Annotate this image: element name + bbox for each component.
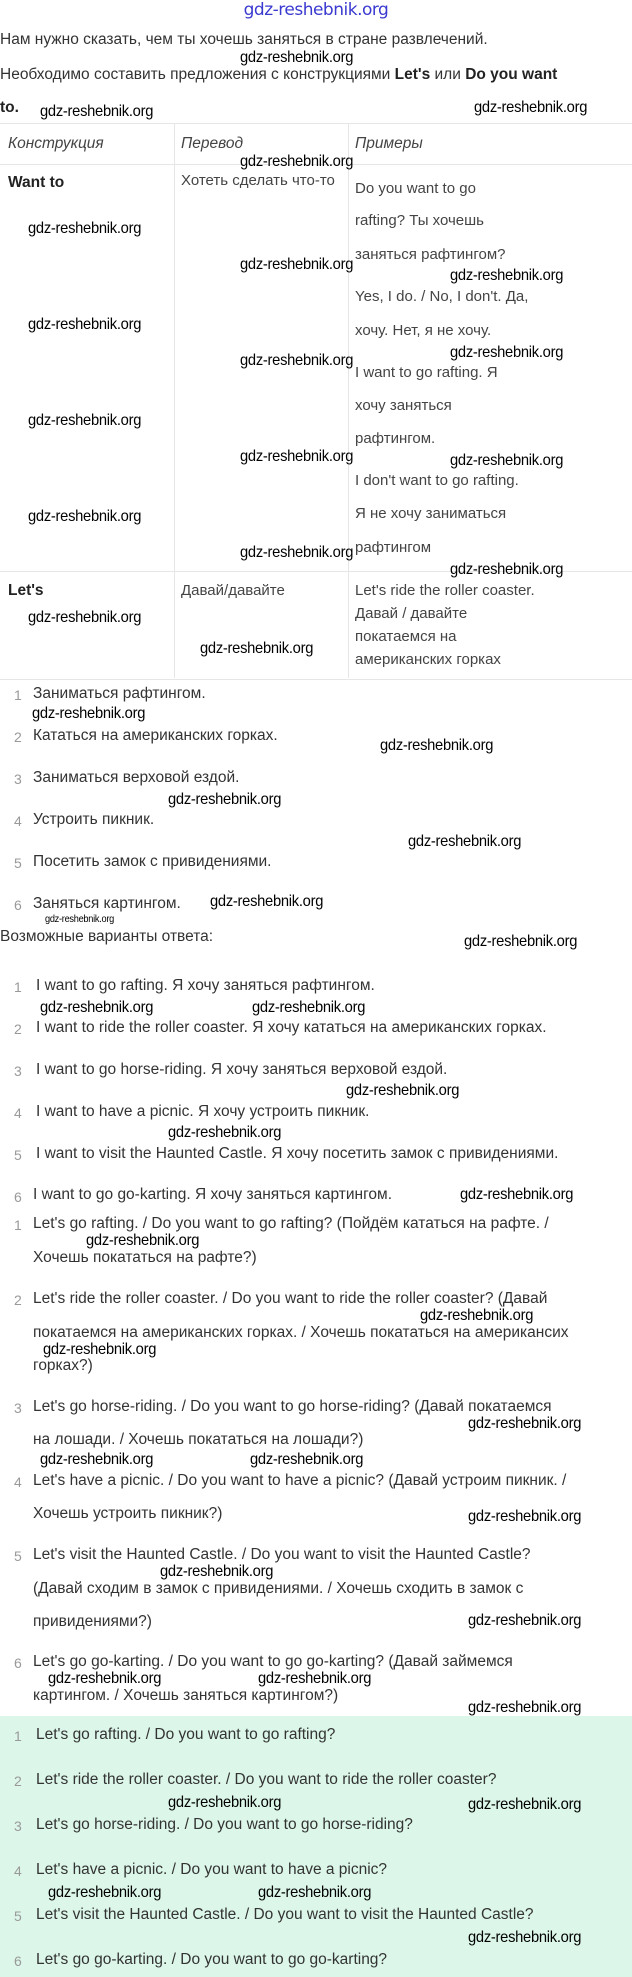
watermark: gdz-reshebnik.org — [258, 1670, 372, 1687]
intro-line-2 — [0, 66, 557, 84]
item-number: 3 — [14, 1400, 22, 1416]
item-number: 4 — [14, 1863, 22, 1879]
example-line: Yes, I do. / No, I don't. Да, — [355, 288, 529, 305]
example-line: Do you want to go — [355, 180, 476, 197]
list-item: Let's visit the Haunted Castle. / Do you want to visit the Haunted Castle? — [36, 1906, 534, 1923]
item-number: 2 — [14, 1292, 22, 1308]
list-item: Заниматься рафтингом. — [33, 685, 206, 702]
watermark: gdz-reshebnik.org — [258, 1884, 372, 1901]
construction-label: Let's — [8, 582, 44, 599]
intro-text: Необходимо составить предложения с конструкциями — [0, 66, 395, 83]
list-item: Let's have a picnic. / Do you want to have a picnic? — [36, 1861, 388, 1878]
watermark: gdz-reshebnik.org — [240, 153, 354, 170]
watermark: gdz-reshebnik.org — [450, 452, 564, 469]
list-item-line: Let's have a picnic. / Do you want to have a picnic? (Давай устроим пикник. / — [33, 1472, 567, 1489]
item-number: 4 — [14, 1474, 22, 1490]
watermark: gdz-reshebnik.org — [450, 344, 564, 361]
list-item: I want to go go-karting. Я хочу заняться картингом. — [33, 1186, 393, 1203]
watermark: gdz-reshebnik.org — [168, 1124, 282, 1141]
construction-lets — [8, 582, 44, 600]
watermark: gdz-reshebnik.org — [240, 49, 354, 66]
watermark: gdz-reshebnik.org — [250, 1451, 364, 1468]
item-number: 2 — [14, 729, 22, 745]
header-construction: Конструкция — [8, 135, 104, 152]
intro-line-1: Нам нужно сказать, чем ты хочешь заняться в стране развлечений. — [0, 31, 488, 48]
watermark: gdz-reshebnik.org — [468, 1929, 582, 1946]
example-line: покатаемся на — [355, 628, 457, 645]
column-divider — [174, 123, 175, 678]
list-item-line: Хочешь устроить пикник?) — [33, 1505, 223, 1522]
list-item-line: Let's go go-karting. / Do you want to go go-karting? (Давай займемся — [33, 1653, 513, 1670]
watermark: gdz-reshebnik.org — [168, 791, 282, 808]
watermark: gdz-reshebnik.org — [43, 1341, 157, 1358]
item-number: 1 — [14, 687, 22, 703]
list-item: I want to ride the roller coaster. Я хочу кататься на американских горках. — [36, 1019, 547, 1036]
watermark: gdz-reshebnik.org — [450, 267, 564, 284]
watermark: gdz-reshebnik.org — [32, 705, 146, 722]
list-item-line: Хочешь покататься на рафте?) — [33, 1249, 257, 1266]
item-number: 1 — [14, 1728, 22, 1744]
list-item: Кататься на американских горках. — [33, 727, 278, 744]
item-number: 5 — [14, 855, 22, 871]
watermark: gdz-reshebnik.org — [240, 352, 354, 369]
watermark: gdz-reshebnik.org — [408, 833, 522, 850]
list-item-line: покатаемся на американских горках. / Хочешь покататься на американсих — [33, 1324, 569, 1341]
item-number: 4 — [14, 813, 22, 829]
list-item: Посетить замок с привидениями. — [33, 853, 272, 870]
watermark: gdz-reshebnik.org — [468, 1508, 582, 1525]
header-examples: Примеры — [355, 135, 423, 152]
list-item: Устроить пикник. — [33, 811, 155, 828]
list-item-line: Let's go rafting. / Do you want to go rafting? (Пойдём кататься на рафте. / — [33, 1215, 549, 1232]
watermark: gdz-reshebnik.org — [168, 1794, 282, 1811]
item-number: 4 — [14, 1105, 22, 1121]
example-line: Let's ride the roller coaster. — [355, 582, 535, 599]
item-number: 3 — [14, 1063, 22, 1079]
watermark: gdz-reshebnik.org — [40, 1451, 154, 1468]
list-item: I want to have a picnic. Я хочу устроить пикник. — [36, 1103, 370, 1120]
watermark: gdz-reshebnik.org — [468, 1415, 582, 1432]
item-number: 5 — [14, 1908, 22, 1924]
item-number: 3 — [14, 1818, 22, 1834]
example-line: хочу заняться — [355, 397, 452, 414]
column-divider — [348, 123, 349, 678]
list-item: Let's ride the roller coaster. / Do you want to ride the roller coaster? — [36, 1771, 497, 1788]
watermark: gdz-reshebnik.org — [28, 412, 142, 429]
list-item: Заняться картингом. — [33, 895, 181, 912]
watermark: gdz-reshebnik.org — [252, 999, 366, 1016]
item-number: 2 — [14, 1773, 22, 1789]
item-number: 1 — [14, 979, 22, 995]
translation-lets: Давай/давайте — [181, 582, 285, 599]
watermark: gdz-reshebnik.org — [468, 1796, 582, 1813]
watermark: gdz-reshebnik.org — [48, 1884, 162, 1901]
list-item: Заниматься верховой ездой. — [33, 769, 240, 786]
list-item-line: Let's ride the roller coaster. / Do you want to ride the roller coaster? (Давай — [33, 1290, 548, 1307]
example-line: I want to go rafting. Я — [355, 364, 498, 381]
watermark: gdz-reshebnik.org — [468, 1612, 582, 1629]
item-number: 5 — [14, 1147, 22, 1163]
list-item: Let's go rafting. / Do you want to go rafting? — [36, 1726, 336, 1743]
list-item-line: на лошади. / Хочешь покататься на лошади?) — [33, 1431, 364, 1448]
list-item-line: горках?) — [33, 1357, 93, 1374]
construction-table — [0, 123, 632, 680]
example-line: Я не хочу заниматься — [355, 505, 507, 522]
watermark: gdz-reshebnik.org — [460, 1186, 574, 1203]
list-item-line: Let's visit the Haunted Castle. / Do you want to visit the Haunted Castle? — [33, 1546, 531, 1563]
item-number: 3 — [14, 771, 22, 787]
example-line: американских горках — [355, 651, 501, 668]
example-line: rafting? Ты хочешь — [355, 212, 485, 229]
list-item: Let's go horse-riding. / Do you want to go horse-riding? — [36, 1816, 413, 1833]
intro-or: или — [430, 66, 466, 83]
watermark: gdz-reshebnik.org — [240, 256, 354, 273]
header-translation: Перевод — [181, 135, 244, 152]
list-item: Let's go go-karting. / Do you want to go go-karting? — [36, 1951, 388, 1968]
to-keyword: to. — [0, 99, 19, 116]
intro-line-3 — [0, 99, 19, 117]
watermark: gdz-reshebnik.org — [380, 737, 494, 754]
watermark: gdz-reshebnik.org — [28, 508, 142, 525]
watermark: gdz-reshebnik.org — [28, 609, 142, 626]
list-item-line: привидениями?) — [33, 1613, 152, 1630]
example-line: I don't want to go rafting. — [355, 472, 519, 489]
watermark: gdz-reshebnik.org — [86, 1232, 200, 1249]
watermark: gdz-reshebnik.org — [40, 103, 154, 120]
watermark: gdz-reshebnik.org — [28, 316, 142, 333]
item-number: 6 — [14, 897, 22, 913]
do-you-want-keyword: Do you want — [465, 66, 558, 83]
watermark: gdz-reshebnik.org — [346, 1082, 460, 1099]
list-item-line: Let's go horse-riding. / Do you want to go horse-riding? (Давай покатаемся — [33, 1398, 552, 1415]
watermark: gdz-reshebnik.org — [468, 1699, 582, 1716]
item-number: 1 — [14, 1217, 22, 1233]
watermark: gdz-reshebnik.org — [160, 1563, 274, 1580]
list-item: I want to go rafting. Я хочу заняться рафтингом. — [36, 977, 375, 994]
item-number: 6 — [14, 1953, 22, 1969]
answers-heading: Возможные варианты ответа: — [0, 928, 214, 945]
watermark: gdz-reshebnik.org — [28, 220, 142, 237]
watermark: gdz-reshebnik.org — [464, 933, 578, 950]
item-number: 6 — [14, 1655, 22, 1671]
watermark: gdz-reshebnik.org — [210, 893, 324, 910]
watermark: gdz-reshebnik.org — [40, 999, 154, 1016]
watermark: gdz-reshebnik.org — [48, 1670, 162, 1687]
example-line: хочу. Нет, я не хочу. — [355, 322, 492, 339]
list-item: I want to go horse-riding. Я хочу заняться верховой ездой. — [36, 1061, 448, 1078]
example-line: заняться рафтингом? — [355, 246, 506, 263]
construction-want-to — [8, 174, 64, 192]
item-number: 2 — [14, 1021, 22, 1037]
watermark: gdz-reshebnik.org — [450, 561, 564, 578]
lets-keyword: Let's — [394, 66, 431, 83]
translation-want-to: Хотеть сделать что-то — [181, 172, 335, 189]
example-line: рафтингом. — [355, 430, 436, 447]
watermark: gdz-reshebnik.org — [474, 99, 588, 116]
construction-label: Want to — [8, 174, 65, 191]
watermark: gdz-reshebnik.org — [420, 1307, 534, 1324]
item-number: 6 — [14, 1189, 22, 1205]
watermark: gdz-reshebnik.org — [45, 914, 114, 925]
watermark: gdz-reshebnik.org — [240, 448, 354, 465]
list-item-line: картингом. / Хочешь заняться картингом?) — [33, 1687, 339, 1704]
list-item-line: (Давай сходим в замок с привидениями. / Хочешь сходить в замок с — [33, 1580, 524, 1597]
example-line: Давай / давайте — [355, 605, 468, 622]
list-item: I want to visit the Haunted Castle. Я хочу посетить замок с привидениями. — [36, 1145, 559, 1162]
item-number: 5 — [14, 1548, 22, 1564]
watermark: gdz-reshebnik.org — [240, 544, 354, 561]
watermark: gdz-reshebnik.org — [200, 640, 314, 657]
site-logo[interactable]: gdz-reshebnik.org — [243, 0, 389, 20]
example-line: рафтингом — [355, 539, 432, 556]
